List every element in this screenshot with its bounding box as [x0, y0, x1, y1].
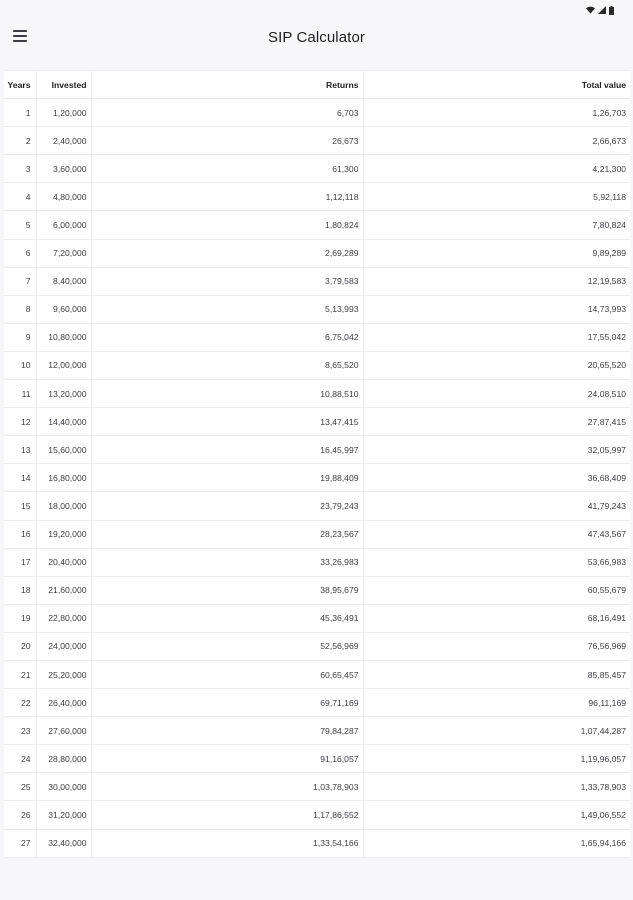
cell-total-value: 1,19,96,057	[363, 745, 630, 773]
hamburger-menu-icon[interactable]	[13, 30, 27, 42]
cell-total-value: 1,65,94,166	[363, 829, 630, 857]
cell-total-value: 1,33,78,903	[363, 773, 630, 801]
cell-returns: 16,45,997	[91, 436, 363, 464]
table-row	[4, 183, 630, 211]
cell-invested: 31,20,000	[36, 801, 91, 829]
cell-years: 24	[4, 745, 36, 773]
cell-years: 25	[4, 773, 36, 801]
table-row	[4, 408, 630, 436]
table-row	[4, 492, 630, 520]
cell-years: 12	[4, 408, 36, 436]
cell-total-value: 24,08,510	[363, 380, 630, 408]
table-row	[4, 689, 630, 717]
table-row	[4, 773, 630, 801]
cell-years: 17	[4, 548, 36, 576]
cell-years: 13	[4, 436, 36, 464]
cell-years: 5	[4, 211, 36, 239]
cell-total-value: 20,65,520	[363, 351, 630, 379]
cell-invested: 15,60,000	[36, 436, 91, 464]
table-row	[4, 380, 630, 408]
cell-total-value: 2,66,673	[363, 127, 630, 155]
cell-invested: 26,40,000	[36, 689, 91, 717]
battery-icon	[609, 6, 614, 15]
cell-total-value: 17,55,042	[363, 323, 630, 351]
cell-invested: 30,00,000	[36, 773, 91, 801]
cell-years: 10	[4, 351, 36, 379]
table-row	[4, 660, 630, 688]
cell-invested: 7,20,000	[36, 239, 91, 267]
cell-total-value: 96,11,169	[363, 689, 630, 717]
cell-invested: 25,20,000	[36, 660, 91, 688]
table-row	[4, 829, 630, 857]
cell-total-value: 36,68,409	[363, 464, 630, 492]
cell-invested: 14,40,000	[36, 408, 91, 436]
cell-returns: 1,03,78,903	[91, 773, 363, 801]
cell-invested: 21,60,000	[36, 576, 91, 604]
cell-returns: 60,65,457	[91, 660, 363, 688]
table-row	[4, 127, 630, 155]
cell-years: 7	[4, 267, 36, 295]
cell-invested: 27,60,000	[36, 717, 91, 745]
cell-returns: 91,16,057	[91, 745, 363, 773]
wifi-icon	[586, 6, 595, 14]
cell-returns: 10,88,510	[91, 380, 363, 408]
cell-total-value: 14,73,993	[363, 295, 630, 323]
cell-returns: 52,56,969	[91, 632, 363, 660]
cell-years: 8	[4, 295, 36, 323]
cell-returns: 6,703	[91, 99, 363, 127]
cell-returns: 69,71,169	[91, 689, 363, 717]
cell-total-value: 41,79,243	[363, 492, 630, 520]
cell-returns: 61,300	[91, 155, 363, 183]
cell-years: 23	[4, 717, 36, 745]
cell-returns: 26,673	[91, 127, 363, 155]
header-returns: Returns	[91, 71, 363, 99]
table-header-row	[4, 71, 630, 99]
cell-returns: 1,33,54,166	[91, 829, 363, 857]
cell-years: 20	[4, 632, 36, 660]
cell-years: 21	[4, 660, 36, 688]
cellular-signal-icon	[598, 6, 606, 14]
cell-total-value: 68,16,491	[363, 604, 630, 632]
cell-years: 26	[4, 801, 36, 829]
table-row	[4, 211, 630, 239]
cell-invested: 8,40,000	[36, 267, 91, 295]
cell-invested: 24,00,000	[36, 632, 91, 660]
table-row	[4, 576, 630, 604]
cell-invested: 22,80,000	[36, 604, 91, 632]
cell-years: 22	[4, 689, 36, 717]
cell-returns: 23,79,243	[91, 492, 363, 520]
table-row	[4, 717, 630, 745]
cell-years: 18	[4, 576, 36, 604]
cell-returns: 45,36,491	[91, 604, 363, 632]
cell-total-value: 1,07,44,287	[363, 717, 630, 745]
cell-years: 2	[4, 127, 36, 155]
cell-total-value: 60,55,679	[363, 576, 630, 604]
cell-returns: 13,47,415	[91, 408, 363, 436]
cell-returns: 2,69,289	[91, 239, 363, 267]
cell-invested: 3,60,000	[36, 155, 91, 183]
cell-invested: 32,40,000	[36, 829, 91, 857]
cell-total-value: 27,87,415	[363, 408, 630, 436]
cell-invested: 10,80,000	[36, 323, 91, 351]
cell-invested: 4,80,000	[36, 183, 91, 211]
cell-returns: 19,88,409	[91, 464, 363, 492]
cell-years: 14	[4, 464, 36, 492]
cell-returns: 1,17,86,552	[91, 801, 363, 829]
table-row	[4, 632, 630, 660]
cell-total-value: 1,49,06,552	[363, 801, 630, 829]
header-invested: Invested	[36, 71, 91, 99]
cell-years: 6	[4, 239, 36, 267]
status-bar	[0, 0, 633, 20]
table-row	[4, 520, 630, 548]
table-row	[4, 464, 630, 492]
cell-total-value: 9,89,289	[363, 239, 630, 267]
cell-total-value: 5,92,118	[363, 183, 630, 211]
cell-total-value: 53,66,983	[363, 548, 630, 576]
cell-invested: 6,00,000	[36, 211, 91, 239]
table-row	[4, 323, 630, 351]
cell-returns: 1,80,824	[91, 211, 363, 239]
cell-total-value: 4,21,300	[363, 155, 630, 183]
cell-invested: 1,20,000	[36, 99, 91, 127]
table-row	[4, 155, 630, 183]
cell-total-value: 76,56,969	[363, 632, 630, 660]
cell-invested: 12,00,000	[36, 351, 91, 379]
header-total-value: Total value	[363, 71, 630, 99]
cell-invested: 19,20,000	[36, 520, 91, 548]
cell-invested: 18,00,000	[36, 492, 91, 520]
cell-invested: 13,20,000	[36, 380, 91, 408]
cell-invested: 16,80,000	[36, 464, 91, 492]
cell-invested: 20,40,000	[36, 548, 91, 576]
cell-years: 16	[4, 520, 36, 548]
cell-years: 11	[4, 380, 36, 408]
cell-returns: 33,26,983	[91, 548, 363, 576]
table-row	[4, 436, 630, 464]
cell-returns: 5,13,993	[91, 295, 363, 323]
cell-total-value: 47,43,567	[363, 520, 630, 548]
cell-returns: 8,65,520	[91, 351, 363, 379]
table-row	[4, 99, 630, 127]
cell-years: 3	[4, 155, 36, 183]
sip-results-table-container[interactable]	[4, 70, 630, 858]
table-row	[4, 267, 630, 295]
cell-years: 19	[4, 604, 36, 632]
table-row	[4, 801, 630, 829]
cell-total-value: 85,85,457	[363, 660, 630, 688]
cell-returns: 79,84,287	[91, 717, 363, 745]
cell-total-value: 12,19,583	[363, 267, 630, 295]
app-bar	[0, 20, 633, 54]
table-row	[4, 239, 630, 267]
table-row	[4, 548, 630, 576]
cell-returns: 38,95,679	[91, 576, 363, 604]
cell-total-value: 32,05,997	[363, 436, 630, 464]
table-row	[4, 604, 630, 632]
cell-invested: 2,40,000	[36, 127, 91, 155]
cell-returns: 6,75,042	[91, 323, 363, 351]
table-row	[4, 295, 630, 323]
cell-years: 15	[4, 492, 36, 520]
cell-total-value: 7,80,824	[363, 211, 630, 239]
header-years: Years	[4, 71, 36, 99]
cell-invested: 9,60,000	[36, 295, 91, 323]
cell-years: 1	[4, 99, 36, 127]
cell-total-value: 1,26,703	[363, 99, 630, 127]
cell-years: 27	[4, 829, 36, 857]
table-row	[4, 351, 630, 379]
table-row	[4, 745, 630, 773]
page-title: SIP Calculator	[267, 28, 365, 46]
cell-years: 4	[4, 183, 36, 211]
cell-invested: 28,80,000	[36, 745, 91, 773]
cell-returns: 1,12,118	[91, 183, 363, 211]
cell-returns: 28,23,567	[91, 520, 363, 548]
cell-years: 9	[4, 323, 36, 351]
cell-returns: 3,79,583	[91, 267, 363, 295]
sip-results-table	[4, 70, 630, 858]
